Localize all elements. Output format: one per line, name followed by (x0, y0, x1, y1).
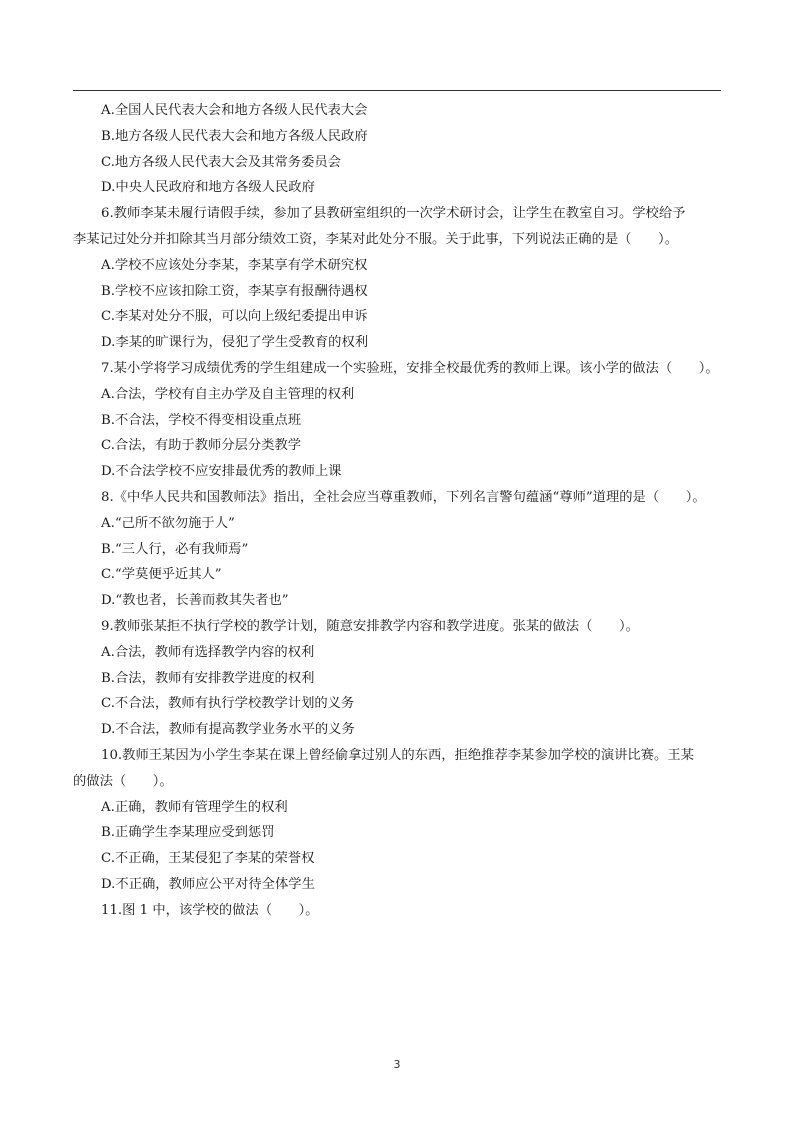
q8-option-b: B.“三人行，必有我师焉” (101, 541, 249, 557)
q7-option-b: B.不合法，学校不得变相设重点班 (101, 412, 302, 428)
q9-stem: 9.教师张某拒不执行学校的教学计划，随意安排教学内容和教学进度。张某的做法（ ）。 (101, 618, 639, 634)
q8-option-d: D.“教也者，长善而救其失者也” (101, 593, 289, 609)
q7-option-a: A.合法，学校有自主办学及自主管理的权利 (101, 386, 355, 402)
q6-option-a: A.学校不应该处分李某，李某享有学术研究权 (101, 257, 368, 273)
q5-option-a: A.全国人民代表大会和地方各级人民代表大会 (101, 103, 368, 118)
q8-option-a: A.“己所不欲勿施于人” (101, 515, 235, 531)
q6-option-b: B.学校不应该扣除工资，李某享有报酬待遇权 (101, 283, 368, 299)
q10-option-d: D.不正确，教师应公平对待全体学生 (101, 876, 315, 892)
q8-option-c: C.“学莫便乎近其人” (101, 567, 222, 583)
q6-stem-line-1: 6.教师李某未履行请假手续，参加了县教研室组织的一次学术研讨会，让学生在教室自习。学校给予 (101, 206, 686, 222)
q10-option-a: A.正确，教师有管理学生的权利 (101, 799, 288, 815)
q7-option-c: C.合法，有助于教师分层分类教学 (101, 438, 302, 454)
q9-option-c: C.不合法，教师有执行学校教学计划的义务 (101, 696, 355, 712)
header-rule (73, 90, 721, 91)
q7-stem: 7.某小学将学习成绩优秀的学生组建成一个实验班，安排全校最优秀的教师上课。该小学的做法（ ）。 (101, 360, 719, 376)
q6-option-d: D.李某的旷课行为，侵犯了学生受教育的权利 (101, 335, 369, 351)
q10-stem-line-1: 10.教师王某因为小学生李某在课上曾经偷拿过别人的东西，拒绝推荐李某参加学校的演讲比赛。王某 (101, 747, 694, 763)
q7-option-d: D.不合法学校不应安排最优秀的教师上课 (101, 464, 342, 480)
q10-option-b: B.正确学生李某理应受到惩罚 (101, 825, 275, 841)
q6-stem-line-2: 李某记过处分并扣除其当月部分绩效工资，李某对此处分不服。关于此事，下列说法正确的是（ ）。 (73, 231, 679, 247)
q10-stem-line-2: 的做法（ ）。 (73, 773, 173, 789)
q9-option-b: B.合法，教师有安排教学进度的权利 (101, 670, 315, 686)
q11-stem: 11.图 1 中，该学校的做法（ ）。 (101, 902, 319, 918)
q5-option-b: B.地方各级人民代表大会和地方各级人民政府 (101, 128, 368, 144)
q5-option-c: C.地方各级人民代表大会及其常务委员会 (101, 154, 341, 170)
question-content (73, 98, 721, 924)
q9-option-a: A.合法，教师有选择教学内容的权利 (101, 644, 315, 660)
page-number: 3 (393, 1058, 401, 1071)
q9-option-d: D.不合法，教师有提高教学业务水平的义务 (101, 722, 355, 738)
q10-option-c: C.不正确，王某侵犯了李某的荣誉权 (101, 851, 315, 867)
q5-option-d: D.中央人民政府和地方各级人民政府 (101, 180, 315, 196)
q6-option-c: C.李某对处分不服，可以向上级纪委提出申诉 (101, 309, 368, 325)
q8-stem: 8.《中华人民共和国教师法》指出，全社会应当尊重教师，下列名言警句蕴涵“尊师”道理的是（ ）。 (101, 489, 706, 505)
